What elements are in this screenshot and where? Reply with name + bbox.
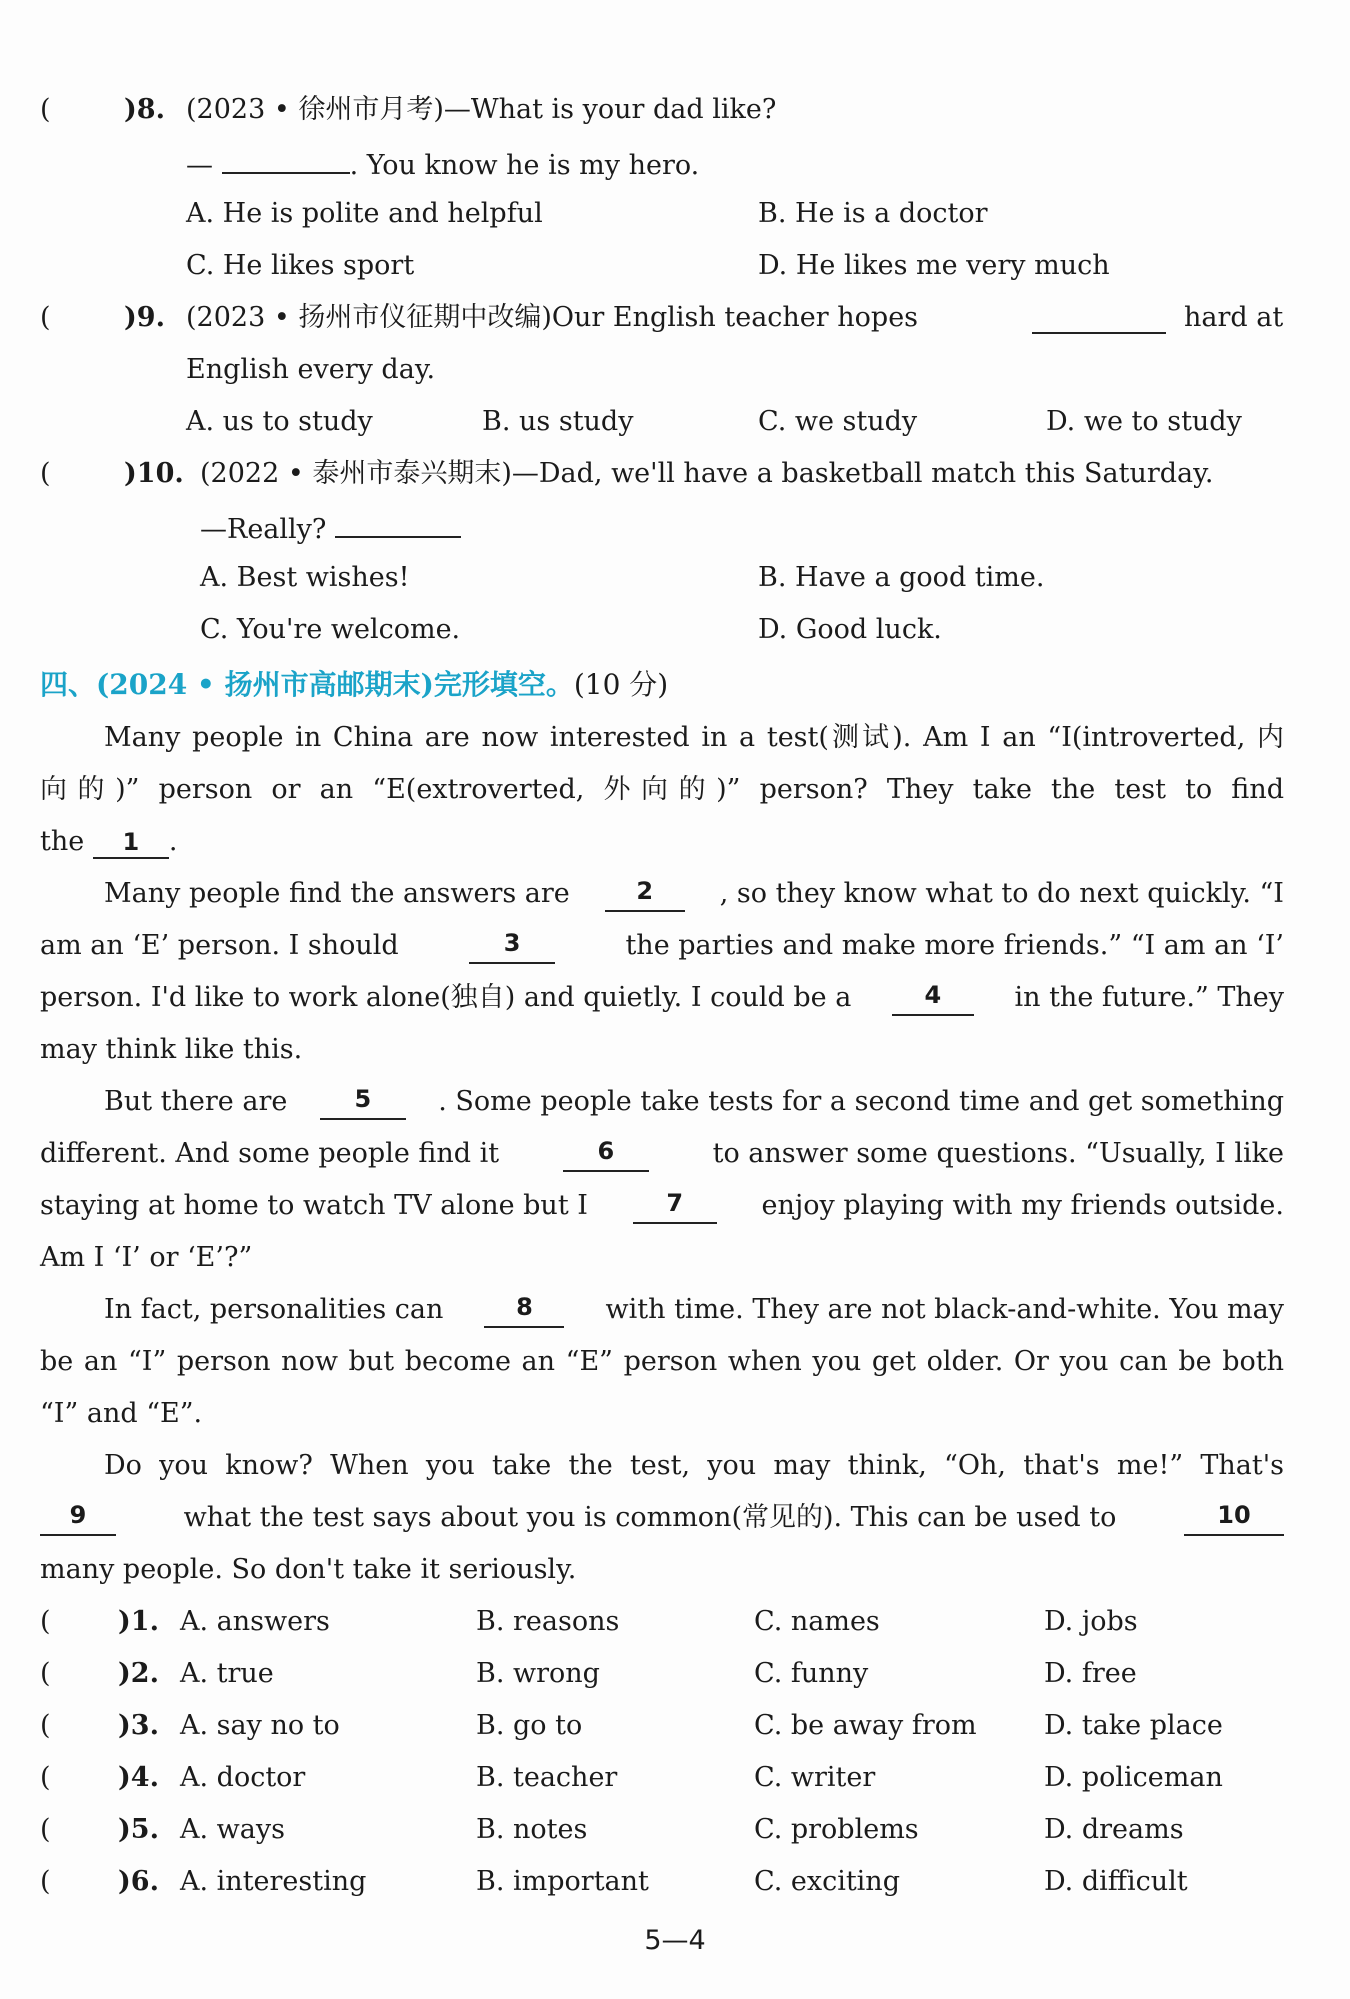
option-b: B. Have a good time. — [758, 562, 1045, 593]
choice-b: B. teacher — [476, 1762, 618, 1793]
choice-b: B. notes — [476, 1814, 588, 1845]
passage-line: 向的)” person or an “E(extroverted, 外向的)” person? They take the test to find — [40, 774, 1284, 805]
cloze-blank-2: 2 — [605, 876, 685, 912]
option-d: D. He likes me very much — [758, 250, 1110, 281]
answer-paren: ( — [40, 458, 51, 489]
choice-number: 2. — [130, 1658, 159, 1689]
choice-d: D. take place — [1044, 1710, 1223, 1741]
passage-line: Many people in China are now interested in a test(测试). Am I an “I(introverted, 内 — [104, 722, 1284, 753]
cloze-blank-1: 1 — [93, 827, 169, 859]
choice-d: D. dreams — [1044, 1814, 1184, 1845]
passage-line: Am I ‘I’ or ‘E’?” — [40, 1242, 253, 1273]
choice-c: C. writer — [754, 1762, 876, 1793]
choice-b: B. important — [476, 1866, 649, 1897]
cloze-blank-9: 9 — [40, 1500, 116, 1536]
choice-a: A. doctor — [180, 1762, 306, 1793]
section-heading — [40, 666, 668, 704]
passage-line: Do you know? When you take the test, you may think, “Oh, that's me!” That's — [104, 1450, 1284, 1481]
choice-number: 4. — [130, 1762, 159, 1793]
passage-line: Many people find the answers are 2 , so they know what to do next quickly. “I — [104, 876, 1284, 912]
question-line2: English every day. — [186, 354, 436, 385]
choice-d: D. difficult — [1044, 1866, 1188, 1897]
question-number: 9. — [136, 302, 165, 333]
question-stem-end: hard at — [1184, 302, 1284, 333]
choice-c: C. exciting — [754, 1866, 900, 1897]
question-number: 10. — [136, 458, 184, 489]
choice-a: A. true — [180, 1658, 274, 1689]
passage-line: But there are 5 . Some people take tests for a second time and get something — [104, 1084, 1284, 1120]
passage-line: “I” and “E”. — [40, 1398, 203, 1429]
option-c: C. He likes sport — [186, 250, 415, 281]
answer-paren: ( — [40, 94, 51, 125]
choice-b: B. go to — [476, 1710, 583, 1741]
choice-b: B. reasons — [476, 1606, 620, 1637]
paren-close: ) — [124, 302, 137, 333]
page-number: 5—4 — [644, 1925, 706, 1956]
passage-line: am an ‘E’ person. I should 3 the parties and make more friends.” “I am an ‘I’ — [40, 928, 1284, 964]
passage-line: many people. So don't take it seriously. — [40, 1554, 577, 1585]
choice-number: 1. — [130, 1606, 159, 1637]
worksheet-page: ( )8. (2023 • 徐州市月考)—What is your dad like? — . You know he is my hero. A. He is polite and helpful B. He is a doctor C. He likes sport D. He likes me very much ( )9. (2023 • 扬州市仪征期中改编)Our English teacher hopes hard at English every day. A. us to study B. us study C. we study D. we to study ( )10. (2022 • 泰州市泰兴期末)—Dad, we'll have a basketball match this Saturday. —Really? A. Best wishes! B. Have a good time. C. You're welcome. D. Good luck. 四、(2024 • 扬州市高邮期末)完形填空。(10 分) Many people in China are now interested in a test(测试). Am I an “I(introverted, 内 向的)” person or an “E(extroverted, 外向的)” person? They take the test to find the 1 . Many people find the answers are 2 , so they know what to do next quickly. “I am an ‘E’ person. I should 3 the parties and make more friends.” “I am an ‘I’ person. I'd like to work alone(独自) and quietly. I could be a 4 in the future.” They may think like this. But there are 5 . Some people take tests for a second time and get something different. And some people find it 6 to answer some questions. “Usually, I like staying at home to watch TV alone but I 7 enjoy playing with my friends outside. Am I ‘I’ or ‘E’?” In fact, personalities can 8 with time. They are not black-and-white. You may be an “I” person now but become an “E” person when you get older. Or you can be both “I” and “E”. Do you know? When you take the test, you may think, “Oh, that's me!” That's 9 what the test says about you is common(常见的). This can be used to 10 many people. So don't take it seriously. ( )1. A. answers B. reasons C. names D. jobs ( )2. A. true B. wrong C. funny D. free ( )3. A. say no to B. go to C. be away from D. take place ( )4. A. doctor B. teacher C. writer D. policeman ( )5. A. ways B. notes C. problems D. dreams ( )6. A. interesting B. important C. exciting D. difficult 5—4 — [0, 0, 1350, 1999]
section-title: 四、(2024 • 扬州市高邮期末)完形填空。 — [40, 668, 574, 701]
choice-c: C. problems — [754, 1814, 919, 1845]
passage-line: 9 what the test says about you is common(常见的). This can be used to 10 — [40, 1500, 1284, 1536]
answer-paren: ( — [40, 302, 51, 333]
passage-line: person. I'd like to work alone(独自) and quietly. I could be a 4 in the future.” They — [40, 980, 1284, 1016]
choice-c: C. funny — [754, 1658, 869, 1689]
choice-c: C. names — [754, 1606, 880, 1637]
cloze-blank-4: 4 — [892, 980, 974, 1016]
choice-c: C. be away from — [754, 1710, 977, 1741]
cloze-blank-8: 8 — [484, 1292, 564, 1328]
choice-a: A. say no to — [180, 1710, 340, 1741]
choice-d: D. jobs — [1044, 1606, 1138, 1637]
choice-number: 3. — [130, 1710, 159, 1741]
option-c: C. we study — [758, 406, 918, 437]
passage-line: In fact, personalities can 8 with time. They are not black-and-white. You may — [104, 1292, 1284, 1328]
choice-d: D. free — [1044, 1658, 1137, 1689]
choice-number: 6. — [130, 1866, 159, 1897]
cloze-blank-3: 3 — [469, 928, 555, 964]
choice-d: D. policeman — [1044, 1762, 1223, 1793]
paren-close: ) — [124, 94, 137, 125]
passage-line: be an “I” person now but become an “E” person when you get older. Or you can be both — [40, 1346, 1284, 1377]
answer-blank — [335, 508, 461, 538]
section-score: (10 分) — [573, 668, 669, 701]
passage-line: different. And some people find it 6 to answer some questions. “Usually, I like — [40, 1136, 1284, 1172]
question-line2: —Really? — [200, 508, 461, 548]
choice-b: B. wrong — [476, 1658, 600, 1689]
question-number: 8. — [136, 94, 165, 125]
choice-a: A. ways — [180, 1814, 285, 1845]
question-stem: (2022 • 泰州市泰兴期末)—Dad, we'll have a basketball match this Saturday. — [200, 458, 1214, 489]
question-line2: — . You know he is my hero. — [186, 144, 699, 184]
passage-line: the 1 . — [40, 826, 178, 857]
paren-close: ) — [124, 458, 137, 489]
cloze-blank-6: 6 — [563, 1136, 649, 1172]
choice-a: A. interesting — [180, 1866, 367, 1897]
option-a: A. Best wishes! — [200, 562, 410, 593]
choice-number: 5. — [130, 1814, 159, 1845]
question-stem: (2023 • 徐州市月考)—What is your dad like? — [186, 94, 777, 125]
cloze-blank-5: 5 — [320, 1084, 406, 1120]
answer-blank — [1032, 304, 1166, 334]
option-a: A. us to study — [186, 406, 373, 437]
option-a: A. He is polite and helpful — [186, 198, 543, 229]
choice-a: A. answers — [180, 1606, 330, 1637]
cloze-blank-7: 7 — [633, 1188, 717, 1224]
option-c: C. You're welcome. — [200, 614, 461, 645]
option-d: D. we to study — [1046, 406, 1242, 437]
question-stem: (2023 • 扬州市仪征期中改编)Our English teacher hopes — [186, 302, 919, 333]
option-d: D. Good luck. — [758, 614, 942, 645]
answer-blank — [222, 144, 350, 174]
option-b: B. us study — [482, 406, 634, 437]
option-b: B. He is a doctor — [758, 198, 988, 229]
passage-line: may think like this. — [40, 1034, 303, 1065]
cloze-blank-10: 10 — [1184, 1500, 1284, 1536]
passage-line: staying at home to watch TV alone but I 7 enjoy playing with my friends outside. — [40, 1188, 1284, 1224]
